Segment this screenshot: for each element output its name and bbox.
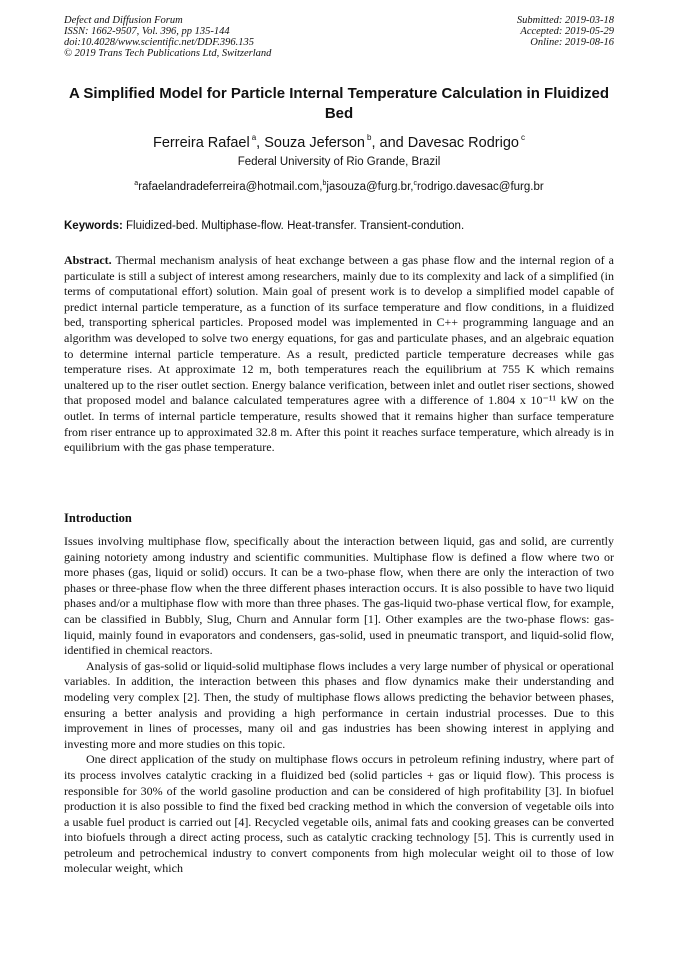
journal-name: Defect and Diffusion Forum — [64, 15, 183, 26]
abstract — [64, 253, 614, 456]
journal-doi: doi:10.4028/www.scientific.net/DDF.396.135 — [64, 37, 255, 48]
journal-header — [64, 15, 271, 59]
author-1: Ferreira Rafael — [153, 135, 250, 151]
email-mark-a: a — [134, 180, 139, 187]
author-1-mark: a — [251, 133, 257, 142]
author-3-mark: c — [520, 133, 525, 142]
email-c: rodrigo.davesac@furg.br — [416, 181, 544, 193]
author-emails — [64, 177, 614, 194]
paragraph: One direct application of the study on multiphase flows occurs in petroleum refining industry, where part of its process involves catalytic cracking in a fluidized bed (solid particles + gas or liquid flow). This process is responsible for 30% of the world gasoline production and can be considered of high profitability [3]. In biofuel production it is also possible to find the fixed bed cracking method in which the conversion of vegetable oils into a usable fuel product is carried out [4]. Recycled vegetable oils, animal fats and cooking greases can be converted into biofuels through a direct acting process, such as catalytic cracking technology [5]. This is currently used in petroleum and petrochemical industry to convert components from high molecular weight oil to those of low molecular weight, which — [64, 752, 614, 876]
accepted-date: Accepted: 2019-05-29 — [520, 26, 614, 37]
introduction-heading: Introduction — [64, 511, 132, 525]
journal-issn: ISSN: 1662-9507, Vol. 396, pp 135-144 — [64, 26, 230, 37]
email-mark-b: b — [322, 180, 327, 187]
paragraph: Analysis of gas-solid or liquid-solid multiphase flows includes a very large number of physical or operational variables. In addition, the interaction between this phases and flow dynamics make their understanding and modeling very complex [2]. Then, the study of multiphase flows allows predicting the behavior between phases, ensuring a better analysis and providing a high performance in certain industrial processes. Due to this improvement in lines of processes, many oil and gas industries has been showing interest in applying and investing more and more studies on this topic. — [64, 658, 614, 751]
email-mark-c: c — [413, 180, 417, 187]
journal-copyright: © 2019 Trans Tech Publications Ltd, Switzerland — [64, 48, 272, 59]
submitted-date: Submitted: 2019-03-18 — [516, 15, 614, 26]
dates-header — [517, 15, 614, 48]
online-date: Online: 2019-08-16 — [530, 37, 614, 48]
author-separator: , and — [371, 135, 408, 151]
email-a: rafaelandradeferreira@hotmail.com, — [138, 181, 323, 193]
email-b: jasouza@furg.br, — [326, 181, 414, 193]
keywords-label: Keywords: — [64, 220, 123, 232]
paper-title: A Simplified Model for Particle Internal Temperature Calculation in Fluidized Bed — [68, 85, 610, 122]
abstract-text: Thermal mechanism analysis of heat exchange between a gas phase flow and the internal region of a particulate is still a subject of interest among researchers, mainly due to its complexity and lack of a simplified (in terms of computational effort) solution. Main goal of present work is to develop a simplified model capable of predict internal particle temperature, as a function of its surface temperature and flow conditions, in a fluidized bed, transporting spherical particles. Proposed model was implemented in C++ programming language and an algorithm was developed to solve two energy equations, for gas and particulate phases, and an algebraic equation to determine internal particle temperature. As a result, predicted particle temperature decreases while gas temperature rises. At approximate 12 m, both temperatures reach the equilibrium at 755 K which remains unaltered up to the riser outlet section. Energy balance verification, between inlet and outlet riser sections, showed that proposed model and balance calculated temperatures agree with a difference of 1.804 x 10⁻¹¹ kW on the outlet. In terms of internal particle temperature, results showed that it remains higher than surface temperature from riser entrance up to approximated 32.8 m. After this point it reaches surface temperature, which already is in equilibrium with the gas phase temperature. — [64, 253, 614, 455]
author-3: Davesac Rodrigo — [407, 135, 519, 151]
author-separator: , — [256, 135, 265, 151]
author-2: Souza Jeferson — [264, 135, 365, 151]
keywords — [64, 219, 614, 233]
introduction-body — [64, 534, 614, 877]
paragraph: Issues involving multiphase flow, specifically about the interaction between liquid, gas and solid, are currently gaining notoriety among industry and scientific communities. Multiphase flow is defined a flow where two or more phases (gas, liquid or solid) occurs. It can be a two-phase flow, when there are only the interaction of two phases or three-phase flow when the three different phases interaction occurs. It is also possible to have two liquid phases and/or a multiphase flow with more than three phases. The gas-liquid two-phase vertical flow, for example, can be classified in Bubbly, Slug, Churn and Annular form [1]. Other examples are the two-phase flows: gas-liquid, mainly found in evaporators and condensers, gas-solid, used in pneumatic transport, and liquid-solid flow, identified in chemical reactors. — [64, 534, 614, 658]
author-list — [64, 128, 614, 153]
abstract-label: Abstract. — [64, 253, 112, 267]
affiliation: Federal University of Rio Grande, Brazil — [237, 156, 441, 168]
keywords-text: Fluidized-bed. Multiphase-flow. Heat-transfer. Transient-condution. — [122, 220, 465, 232]
author-2-mark: b — [367, 133, 372, 142]
